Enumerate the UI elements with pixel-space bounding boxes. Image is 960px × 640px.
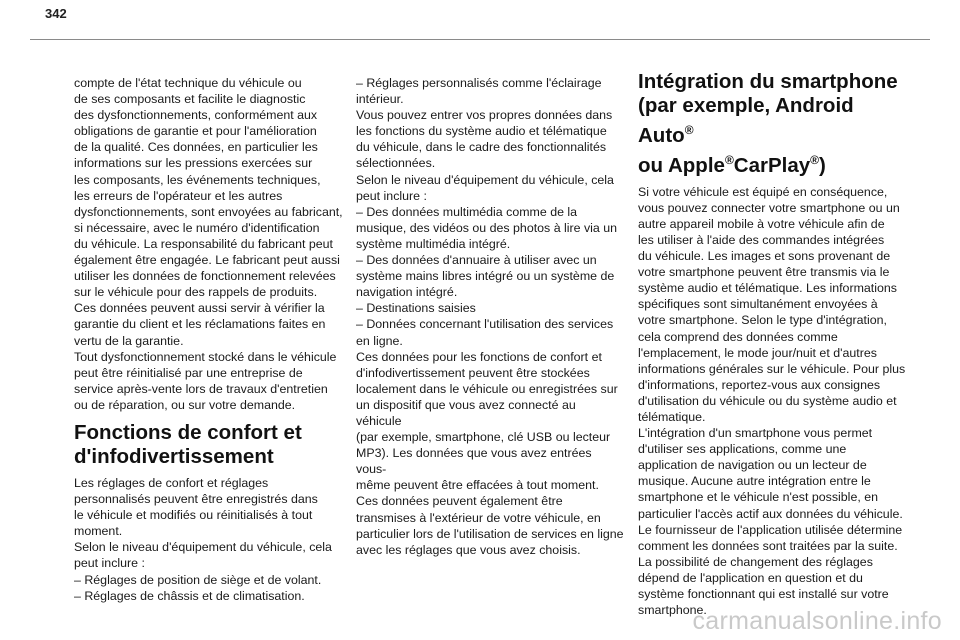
registered-mark: ®: [810, 152, 819, 167]
heading-line: Intégration du smartphone: [638, 70, 898, 93]
page-number: 342: [45, 6, 67, 21]
watermark: carmanualsonline.info: [692, 607, 942, 635]
heading-line: (par exemple, Android Auto: [638, 94, 854, 147]
heading-line: d'infodivertissement: [74, 444, 274, 468]
column-middle: [356, 75, 624, 558]
section-heading-comfort: [74, 421, 344, 469]
heading-line: CarPlay: [733, 153, 811, 177]
heading-line: ): [818, 153, 826, 177]
comfort-paragraph: Les réglages de confort et réglages personnalisés peuvent être enregistrés dans le véhicule et modifiés ou réinitialisés à tout moment. Selon le niveau d'équipement du véhicule, cela peut inclure : – Réglages de position de siège et de volant. – Réglages de châssis et de climatisation.: [74, 475, 332, 603]
infotainment-paragraph: – Réglages personnalisés comme l'éclairage intérieur. Vous pouvez entrer vos propres données dans les fonctions du système audio et télématique du véhicule, dans le cadre des fonctionnalités sélectionnées. Selon le niveau d'équipement du véhicule, cela peut inclure : – Des données multimédia comme de la musique, des vidéos ou des photos à lire via un système multimédia intégré. – Des données d'annuaire à utiliser avec un système mains libres intégré ou un système de navigation intégré. – Destinations saisies – Données concernant l'utilisation des services en ligne. Ces données pour les fonctions de confort et d'infodivertissement peuvent être stockées localement dans le véhicule ou enregistrées sur un dispositif que vous avez connecté au véhicule (par exemple, smartphone, clé USB ou lecteur MP3). Les données que vous avez entrées vous- même peuvent être effacées à tout moment. Ces données peuvent également être transmises à l'extérieur de votre véhicule, en particulier lors de l'utilisation de services en ligne avec les réglages que vous avez choisis.: [356, 76, 624, 557]
column-right: [638, 70, 910, 618]
smartphone-paragraph: Si votre véhicule est équipé en conséquence, vous pouvez connecter votre smartphone ou un autre appareil mobile à votre véhicule afin de les utiliser à l'aide des commandes intégrées du véhicule. Les images et sons provenant de votre smartphone peuvent être transmis via le système audio et télématique. Les informations spécifiques sont simultanément envoyées à votre smartphone. Selon le type d'intégration, cela comprend des données comme l'emplacement, le mode jour/nuit et d'autres informations générales sur le véhicule. Pour plus d'informations, reportez-vous aux consignes d'utilisation du véhicule ou du système audio et télématique. L'intégration d'un smartphone vous permet d'utiliser ses applications, comme une application de navigation ou un lecteur de musique. Aucune autre intégration entre le smartphone et le véhicule n'est possible, en particulier l'accès actif aux données du véhicule. Le fournisseur de l'application utilisée détermine comment les données sont traitées par la suite. La possibilité de changement des réglages dépend de l'application en question et du système fonctionnant qui est installé sur votre smartphone.: [638, 184, 906, 618]
heading-line: ou Apple: [638, 153, 725, 177]
section-heading-smartphone: [638, 70, 910, 178]
registered-mark: ®: [684, 123, 694, 137]
registered-mark: ®: [724, 152, 734, 167]
header-divider: [30, 39, 930, 40]
intro-paragraph: compte de l'état technique du véhicule ou de ses composants et facilite le diagnostic des dysfonctionnements, conformément aux obligations de garantie et pour l'amélioration de la qualité. Ces données, en particulier les informations sur les pressions exercées sur les composants, les événements techniques, les erreurs de l'opérateur et les autres dysfonctionnements, sont envoyées au fabricant, si nécessaire, avec le numéro d'identification du véhicule. La responsabilité du fabricant peut également être engagée. Le fabricant peut aussi utiliser les données de fonctionnement relevées sur le véhicule pour des rappels de produits. Ces données peuvent aussi servir à vérifier la garantie du client et les réclamations faites en vertu de la garantie. Tout dysfonctionnement stocké dans le véhicule peut être réinitialisé par une entreprise de service après-vente lors de travaux d'entretien ou de réparation, ou sur votre demande.: [74, 76, 343, 412]
column-left: [74, 75, 344, 604]
heading-line: Fonctions de confort et: [74, 420, 302, 444]
